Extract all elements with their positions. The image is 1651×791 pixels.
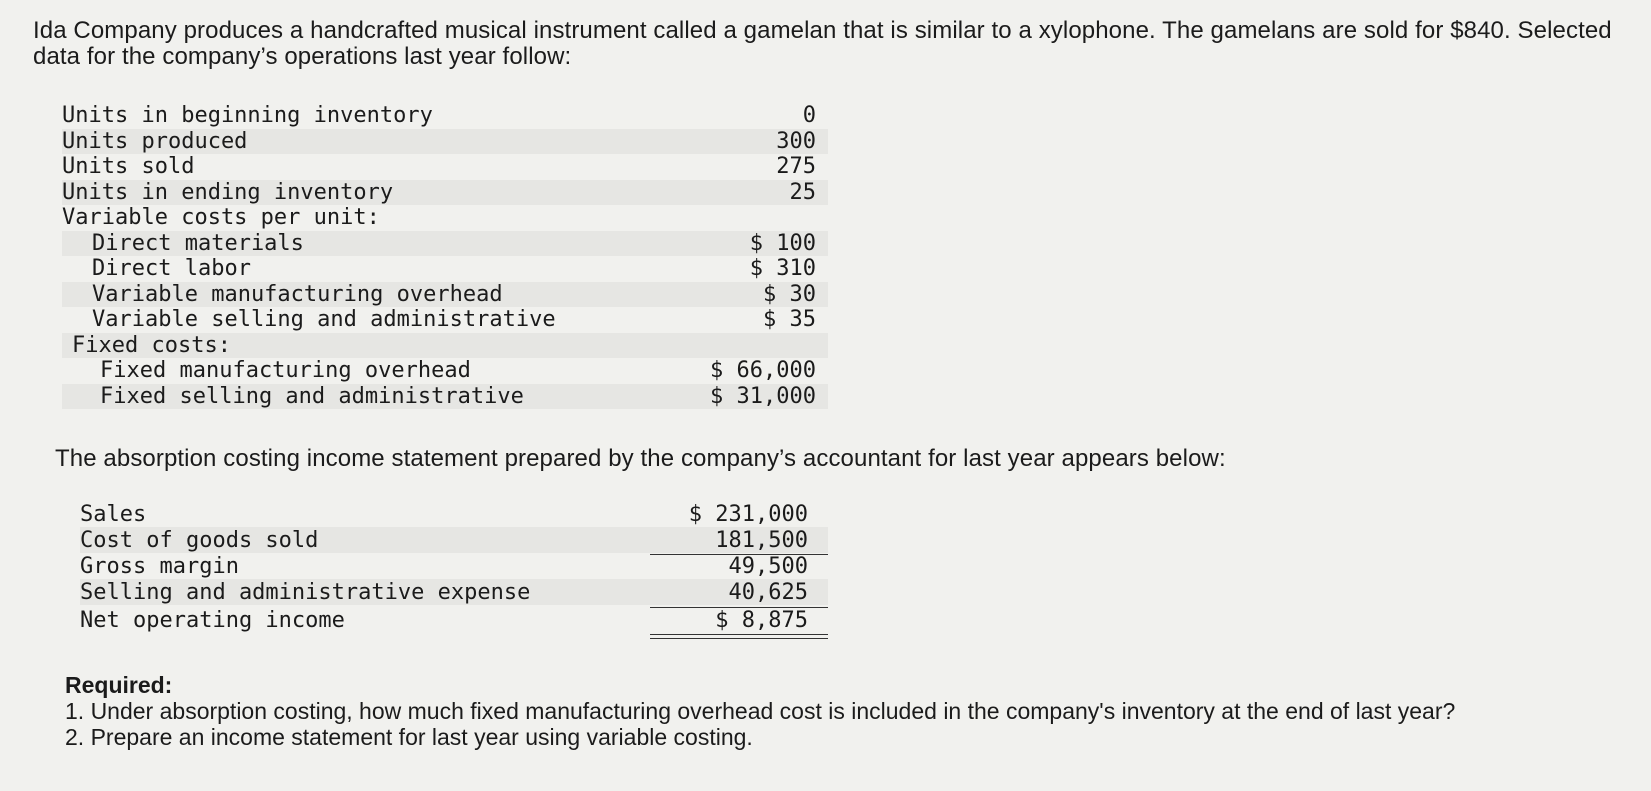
table-row (80, 527, 828, 553)
table-row (80, 579, 828, 605)
row-value: 40,625 (728, 579, 808, 605)
table-row (62, 333, 828, 359)
row-value: 300 (776, 128, 816, 154)
row-label: Cost of goods sold (80, 527, 319, 553)
table-row (62, 231, 828, 257)
row-value: $ 35 (763, 307, 816, 333)
row-label: Units in ending inventory (62, 179, 394, 205)
income-statement-table (80, 501, 828, 635)
row-value: 25 (789, 179, 816, 205)
section-heading: Fixed costs: (72, 332, 231, 358)
row-value: $ 31,000 (710, 383, 816, 409)
row-value: 49,500 (728, 553, 808, 579)
table-row (62, 282, 828, 308)
row-value: $ 231,000 (688, 501, 808, 527)
question-2: 2. Prepare an income statement for last year using variable costing. (65, 724, 753, 750)
income-statement-intro: The absorption costing income statement prepared by the company’s accountant for last year appears below: (55, 445, 1226, 472)
table-row (62, 384, 828, 410)
row-value: $ 8,875 (715, 607, 808, 633)
double-underline (650, 638, 828, 639)
table-row (62, 307, 828, 333)
table-row (62, 256, 828, 282)
table-row (62, 129, 828, 155)
table-row (62, 205, 828, 231)
section-heading: Variable costs per unit: (62, 205, 380, 231)
row-label: Units sold (62, 154, 195, 180)
row-label: Direct labor (92, 256, 251, 282)
table-row (62, 180, 828, 206)
row-value: $ 310 (749, 256, 816, 282)
row-label: Units produced (62, 128, 248, 154)
row-value: 0 (802, 103, 816, 129)
table-row (80, 553, 828, 579)
row-label: Fixed selling and administrative (100, 383, 524, 409)
row-label: Net operating income (80, 607, 345, 633)
table-row (62, 358, 828, 384)
row-label: Units in beginning inventory (62, 103, 433, 129)
row-value: $ 100 (749, 230, 816, 256)
row-value: $ 66,000 (710, 358, 816, 384)
row-label: Gross margin (80, 553, 239, 579)
problem-intro: Ida Company produces a handcrafted musical instrument called a gamelan that is similar to a xylophone. The gamelans are sold for $840. Selected data for the company’s operations last year follow: (33, 17, 1612, 70)
table-row (80, 605, 828, 635)
operations-data-table (62, 103, 828, 409)
question-1: 1. Under absorption costing, how much fixed manufacturing overhead cost is included in the company's inventory at the end of last year? (65, 698, 1456, 724)
row-label: Sales (80, 501, 147, 527)
double-underline (650, 634, 828, 635)
required-section (65, 672, 1635, 750)
row-value: 275 (776, 154, 816, 180)
required-heading: Required: (65, 672, 173, 698)
table-row (62, 154, 828, 180)
table-row (80, 501, 828, 527)
row-label: Selling and administrative expense (80, 579, 531, 605)
row-value: 181,500 (715, 527, 808, 553)
row-label: Variable manufacturing overhead (92, 281, 503, 307)
table-row (62, 103, 828, 129)
row-label: Direct materials (92, 230, 304, 256)
row-label: Variable selling and administrative (92, 307, 556, 333)
row-value: $ 30 (763, 281, 816, 307)
row-label: Fixed manufacturing overhead (100, 358, 471, 384)
